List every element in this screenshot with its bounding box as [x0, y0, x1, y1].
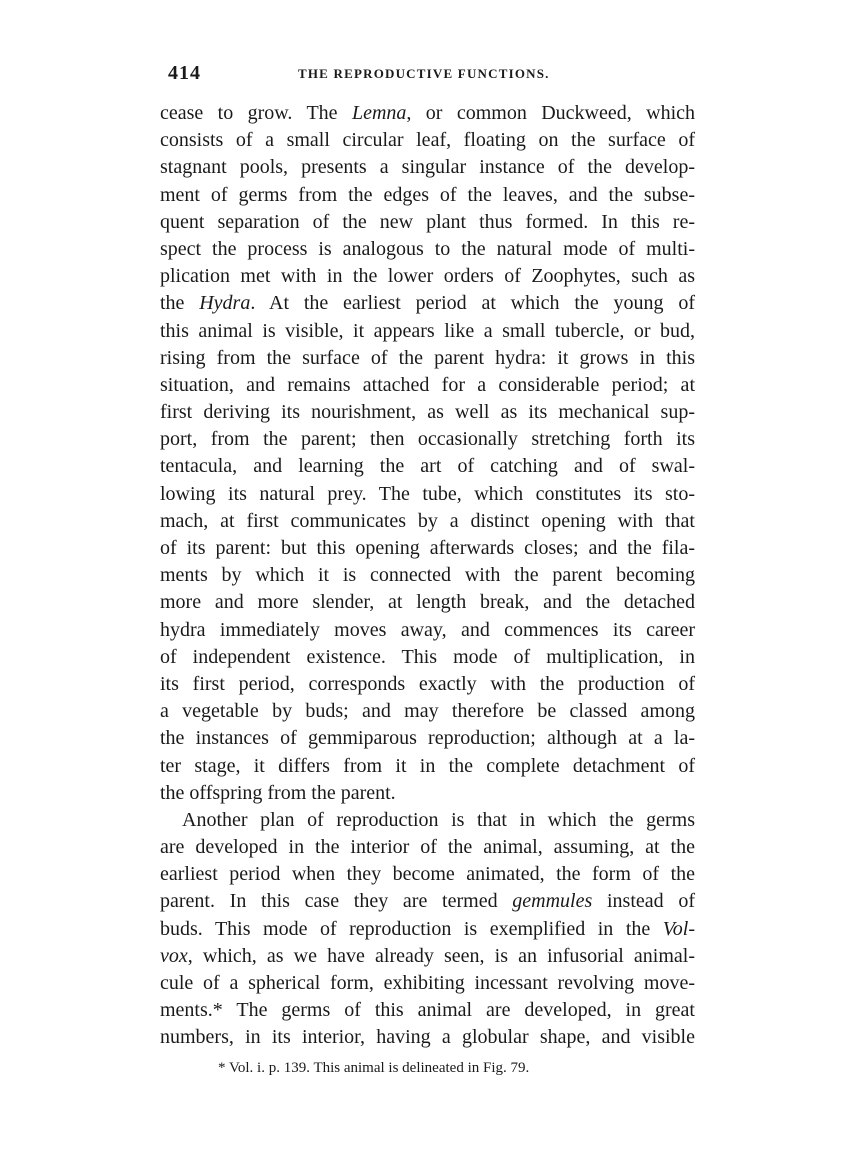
text-line: rising from the surface of the parent hydra: it grows in this [160, 346, 695, 369]
text-line: port, from the parent; then occasionally stretching forth its [160, 428, 695, 451]
text-line: tentacula, and learning the art of catching and of swal- [160, 455, 695, 478]
text-line: vox, which, as we have already seen, is an infusorial animal- [160, 944, 695, 967]
text-line: ter stage, it differs from it in the complete detachment of [160, 754, 695, 777]
text-line: spect the process is analogous to the natural mode of multi- [160, 237, 695, 260]
text-line: first deriving its nourishment, as well as its mechanical sup- [160, 401, 695, 424]
footnote: * Vol. i. p. 139. This animal is delineated in Fig. 79. [218, 1060, 530, 1076]
text-line: are developed in the interior of the animal, assuming, at the [160, 836, 695, 859]
text-line: earliest period when they become animated, the form of the [160, 863, 695, 886]
text-line: hydra immediately moves away, and commences its career [160, 618, 695, 641]
text-line: ments by which it is connected with the parent becoming [160, 564, 695, 587]
text-line: this animal is visible, it appears like a small tubercle, or bud, [160, 319, 695, 342]
text-line: of its parent: but this opening afterwards closes; and the fila- [160, 537, 695, 559]
page-number: 414 [168, 62, 201, 84]
text-line: Another plan of reproduction is that in which the germs [182, 808, 695, 831]
text-line: numbers, in its interior, having a globular shape, and visible [160, 1026, 695, 1049]
running-title: THE REPRODUCTIVE FUNCTIONS. [298, 66, 550, 81]
text-line: quent separation of the new plant thus formed. In this re- [160, 210, 695, 233]
text-line: consists of a small circular leaf, floating on the surface of [160, 129, 695, 152]
text-line: more and more slender, at length break, and the detached [160, 591, 695, 614]
text-line: the instances of gemmiparous reproduction; although at a la- [160, 727, 695, 750]
text-line: ment of germs from the edges of the leaves, and the subse- [160, 183, 695, 206]
text-line: of independent existence. This mode of multiplication, in [160, 645, 695, 668]
text-line: situation, and remains attached for a considerable period; at [160, 373, 695, 396]
text-line: a vegetable by buds; and may therefore be classed among [160, 700, 695, 723]
text-line: buds. This mode of reproduction is exemplified in the Vol- [160, 917, 695, 940]
text-line: the offspring from the parent. [160, 781, 396, 804]
text-line: cease to grow. The Lemna, or common Duckweed, which [160, 102, 696, 124]
text-line: ments.* The germs of this animal are developed, in great [160, 999, 695, 1022]
text-line: parent. In this case they are termed gemmules instead of [160, 890, 695, 913]
text-line: plication met with in the lower orders of Zoophytes, such as [160, 265, 695, 288]
text-line: the Hydra. At the earliest period at which the young of [160, 292, 696, 315]
text-line: its first period, corresponds exactly with the production of [160, 672, 695, 695]
page-header [168, 62, 698, 86]
text-line: lowing its natural prey. The tube, which constitutes its sto- [160, 482, 695, 505]
text-line: cule of a spherical form, exhibiting incessant revolving move- [160, 972, 695, 994]
text-line: stagnant pools, presents a singular instance of the develop- [160, 156, 695, 179]
text-line: mach, at first communicates by a distinct opening with that [160, 509, 695, 532]
body-text [160, 100, 695, 1052]
